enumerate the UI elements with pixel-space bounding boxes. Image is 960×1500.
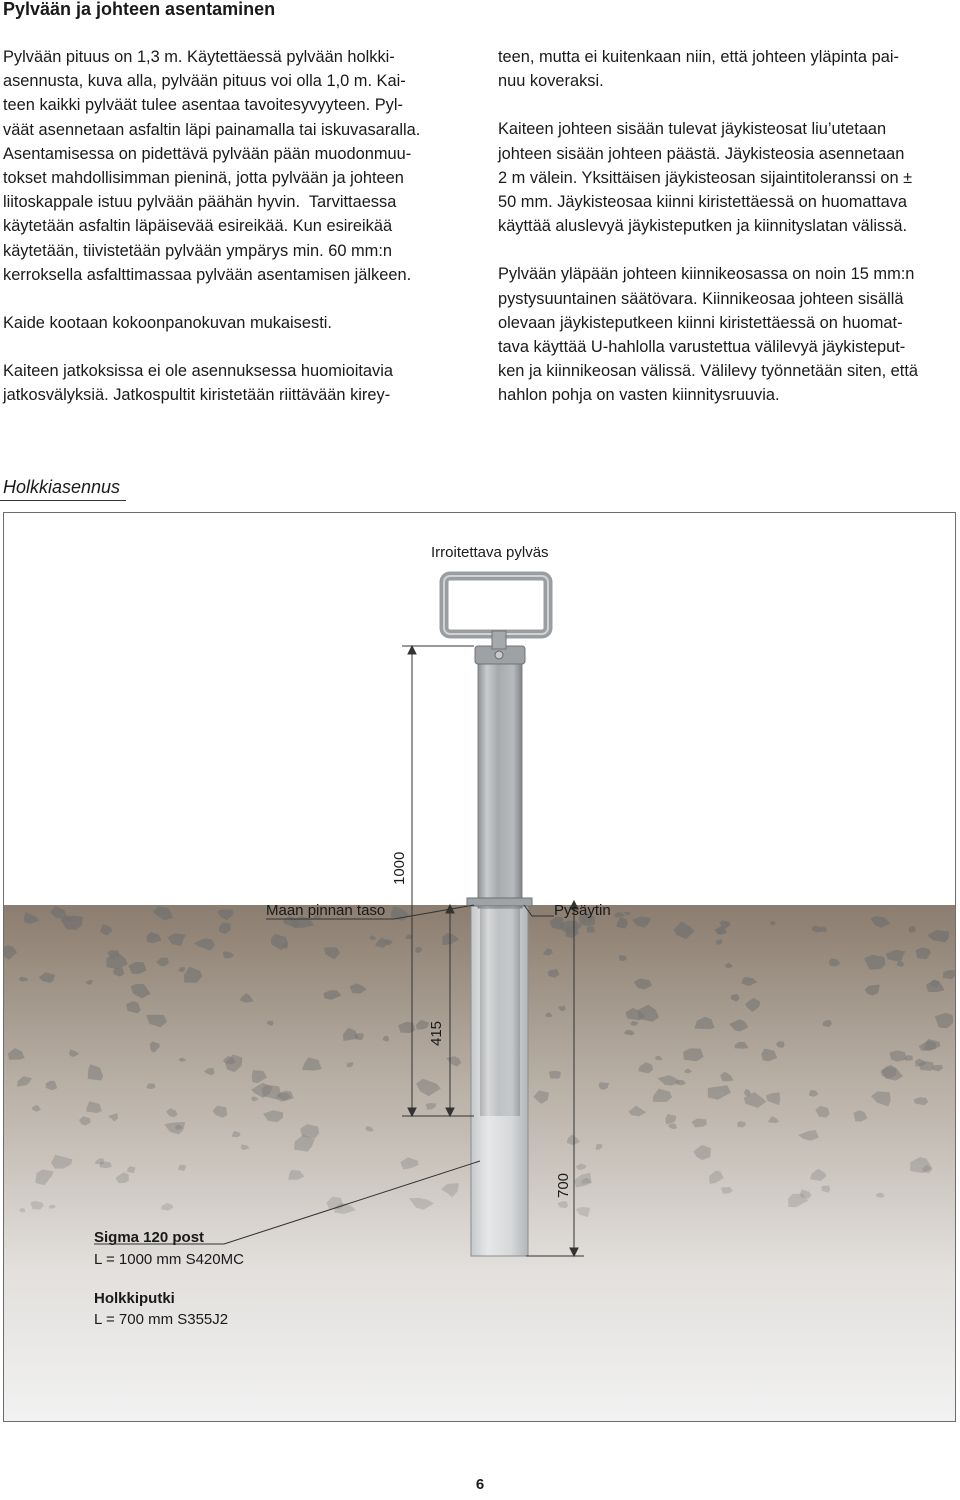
page-number: 6 [475, 1476, 485, 1493]
caption-underline [0, 500, 126, 501]
label-sleeve-title: Holkkiputki [94, 1290, 175, 1307]
label-ground-level: Maan pinnan taso [266, 902, 386, 919]
post-lower [480, 901, 520, 1116]
left-text-column [3, 45, 458, 432]
installation-drawing [4, 513, 956, 1422]
text-line: käytetään asfaltin läpäisevää esireikää. Kun esireikää [3, 217, 393, 236]
right-text-column [498, 45, 960, 432]
text-line: teen kaikki pylväät tulee asentaa tavoitesyvyyteen. Pyl- [3, 96, 403, 115]
text-line: Pylvään yläpään johteen kiinnikeosassa on noin 15 mm:n [498, 265, 915, 284]
text-line: Pylvään pituus on 1,3 m. Käytettäessä pylvään holkki- [3, 48, 395, 66]
text-line: käytetään, tiivistetään pylvään ympärys min. 60 mm:n [3, 241, 392, 260]
text-line: johteen sisään johteen päästä. Jäykisteosia asennetaan [498, 144, 905, 163]
text-line: tokset mahdollisimman pieninä, jotta pylvään ja johteen [3, 169, 404, 188]
text-line: liitoskappale istuu pylvään päähän hyvin. Tarvittaessa [3, 193, 397, 212]
paragraph-assembly [3, 311, 458, 335]
text-line: tava käyttää U-hahlolla varustettua välilevyä jäykisteput- [498, 338, 906, 357]
text-line: Kaiteen johteen sisään tulevat jäykisteosat liu’utetaan [498, 120, 887, 139]
cap-bolt [495, 651, 503, 659]
paragraph-post-installation [3, 45, 458, 287]
text-line: teen, mutta ei kuitenkaan niin, että johteen yläpinta pai- [498, 48, 899, 66]
text-line: nuu koveraksi. [498, 72, 604, 91]
text-line: olevaan jäykisteputkeen kiinni kiristettäessä on huomat- [498, 313, 903, 332]
label-stopper: Pysäytin [554, 902, 611, 919]
handle-stem [492, 631, 506, 649]
label-post-title: Sigma 120 post [94, 1229, 205, 1246]
dimension-415: 415 [428, 1020, 445, 1046]
text-line: asennusta, kuva alla, pylvään pituus voi olla 1,0 m. Kai- [3, 72, 406, 91]
text-line: hahlon pohja on vasten kiinnitysruuvia. [498, 386, 780, 405]
page-title: Pylvään ja johteen asentaminen [3, 0, 276, 19]
text-line: pystysuuntainen säätövara. Kiinnikeosaa johteen sisällä [498, 289, 904, 308]
text-line: kerroksella asfalttimassaa pylvään asentamisen jälkeen. [3, 265, 412, 284]
label-sleeve-spec: L = 700 mm S355J2 [94, 1311, 229, 1328]
dimension-1000: 1000 [391, 851, 408, 885]
stopper-ring [467, 898, 532, 906]
paragraph-adjustment [498, 262, 960, 407]
label-removable-post: Irroitettava pylväs [431, 544, 549, 561]
dimension-700: 700 [555, 1172, 572, 1198]
post-upper [478, 658, 522, 908]
text-line: 2 m välein. Yksittäisen jäykisteosan sijaintitoleranssi on ± [498, 168, 913, 187]
paragraph-joints [3, 359, 458, 407]
text-line: Asentamisessa on pidettävä pylvään pään muodonmuu- [3, 144, 412, 163]
figure-caption: Holkkiasennus [3, 477, 121, 497]
gravel-stone [549, 1071, 561, 1079]
text-line: jatkosvälyksiä. Jatkospultit kiristetään riittävään kirey- [3, 386, 391, 405]
paragraph-stiffeners [498, 117, 960, 238]
text-line: Kaide kootaan kokoonpanokuvan mukaisesti. [3, 314, 332, 333]
text-line: ken ja kiinnikeosan välissä. Välilevy työnnetään siten, että [498, 362, 919, 381]
text-line: väät asennetaan asfaltin läpi painamalla tai iskuvasaralla. [3, 120, 421, 139]
handle-frame [444, 576, 548, 634]
paragraph-joints-continued [498, 45, 960, 93]
text-line: Kaiteen jatkoksissa ei ole asennuksessa huomioitavia [3, 362, 393, 381]
sleeve-installation-figure [3, 512, 956, 1422]
text-line: 50 mm. Jäykisteosaa kiinni kiristettäessä on huomattava [498, 193, 908, 212]
text-line: käyttää aluslevyä jäykisteputken ja kiinnityslatan välissä. [498, 217, 908, 236]
label-post-spec: L = 1000 mm S420MC [94, 1251, 244, 1268]
